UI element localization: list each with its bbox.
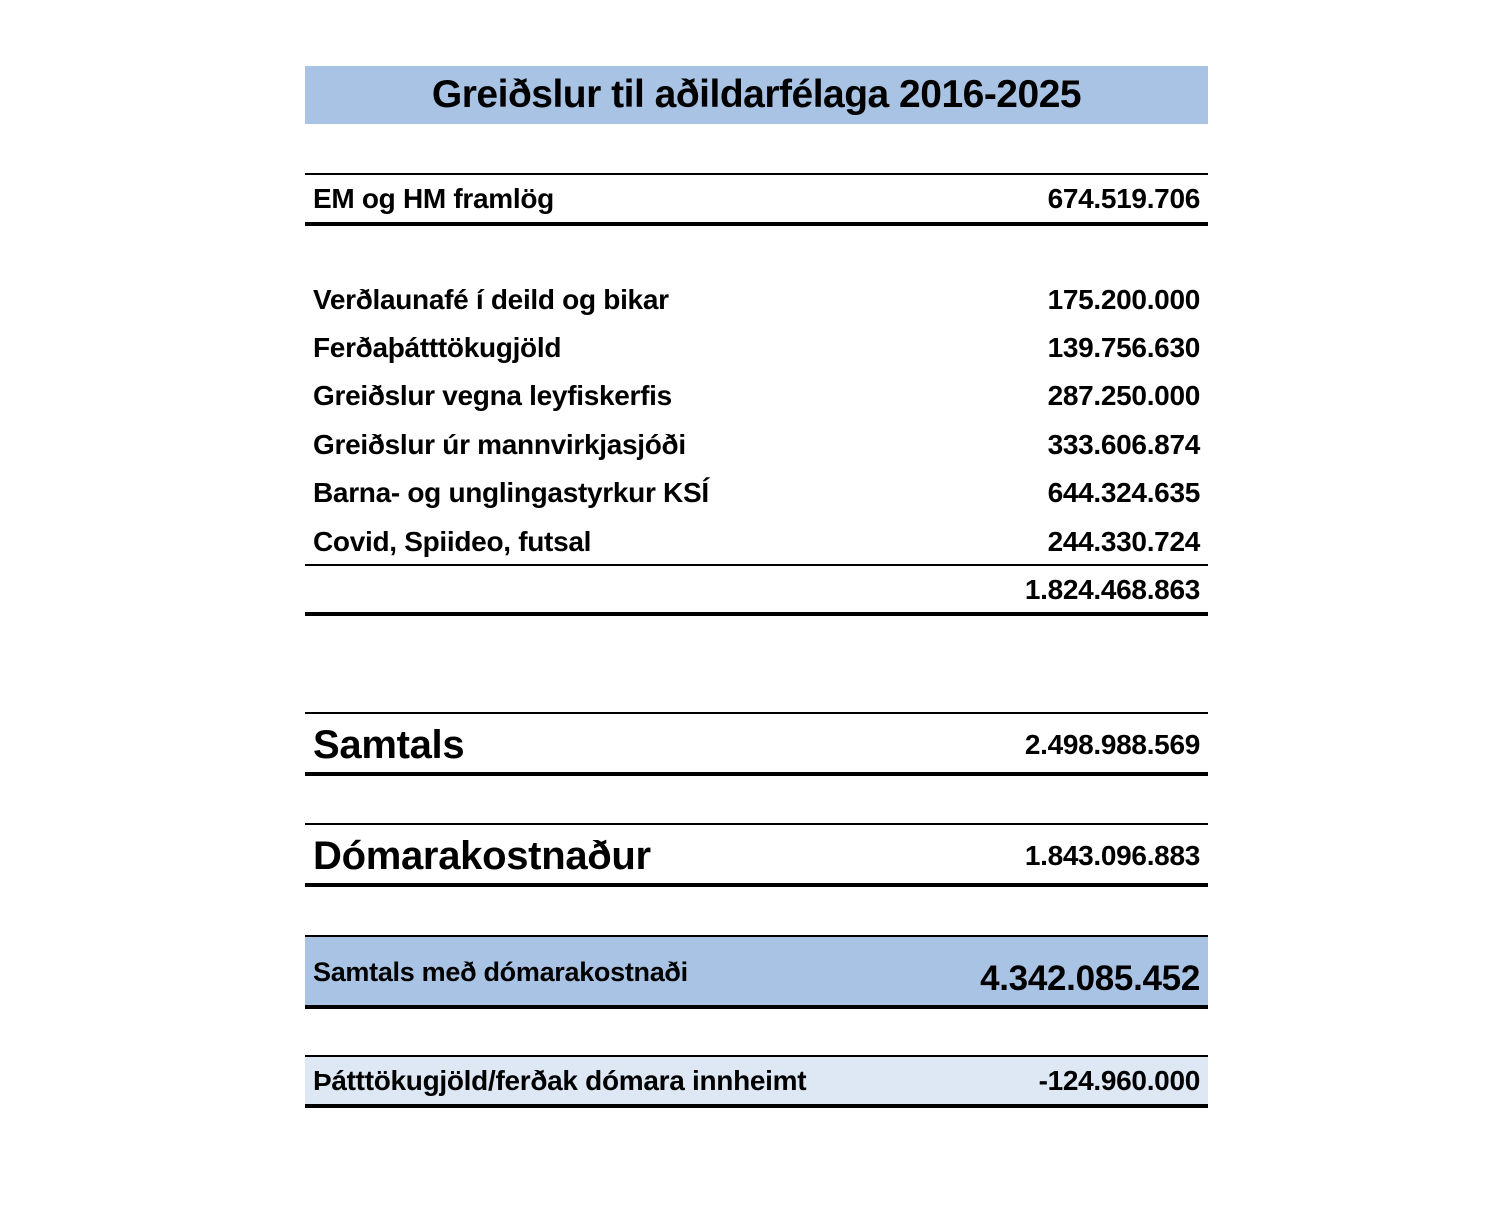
divider (305, 883, 1208, 887)
row-label: Greiðslur úr mannvirkjasjóði (313, 429, 686, 460)
subtotal-row (305, 567, 1208, 613)
row-value: 333.606.874 (1047, 429, 1200, 460)
row-label: Samtals með dómarakostnaði (313, 957, 688, 987)
row-label: Þátttökugjöld/ferðak dómara innheimt (313, 1065, 807, 1096)
subtotal-value: 1.824.468.863 (1024, 574, 1200, 605)
row-label: Samtals (313, 722, 465, 767)
divider (305, 772, 1208, 776)
row-value: -124.960.000 (1038, 1065, 1200, 1096)
samtals-row (305, 716, 1208, 774)
table-row (305, 518, 1208, 566)
table-row (305, 276, 1208, 324)
divider (305, 173, 1208, 175)
divider (305, 564, 1208, 566)
row-value: 244.330.724 (1047, 526, 1200, 557)
row-value: 4.342.085.452 (980, 959, 1200, 998)
divider (305, 712, 1208, 714)
table-row (305, 421, 1208, 469)
row-label: Barna- og unglingastyrkur KSÍ (313, 477, 709, 508)
row-value: 175.200.000 (1047, 284, 1200, 315)
row-label: Covid, Spiideo, futsal (313, 526, 592, 557)
divider (305, 222, 1208, 226)
table-row (305, 324, 1208, 372)
divider (305, 823, 1208, 825)
row-value: 644.324.635 (1047, 477, 1200, 508)
row-label: Dómarakostnaður (313, 833, 651, 878)
table-row-em-hm (305, 176, 1208, 222)
divider (305, 1104, 1208, 1108)
row-value: 1.843.096.883 (1024, 840, 1200, 871)
divider (305, 612, 1208, 616)
row-label: Verðlaunafé í deild og bikar (313, 284, 669, 315)
row-value: 2.498.988.569 (1024, 729, 1200, 760)
table-row (305, 469, 1208, 517)
row-value: 674.519.706 (1047, 183, 1200, 214)
row-value: 287.250.000 (1047, 380, 1200, 411)
innheimt-row (305, 1057, 1208, 1105)
table-row (305, 372, 1208, 420)
row-label: Ferðaþátttökugjöld (313, 332, 562, 363)
domarakostnadur-row (305, 827, 1208, 885)
divider (305, 1005, 1208, 1009)
row-label: Greiðslur vegna leyfiskerfis (313, 380, 672, 411)
row-label: EM og HM framlög (313, 183, 554, 214)
page-title: Greiðslur til aðildarfélaga 2016-2025 (305, 66, 1208, 124)
samtals-med-row (305, 935, 1208, 1008)
row-value: 139.756.630 (1047, 332, 1200, 363)
